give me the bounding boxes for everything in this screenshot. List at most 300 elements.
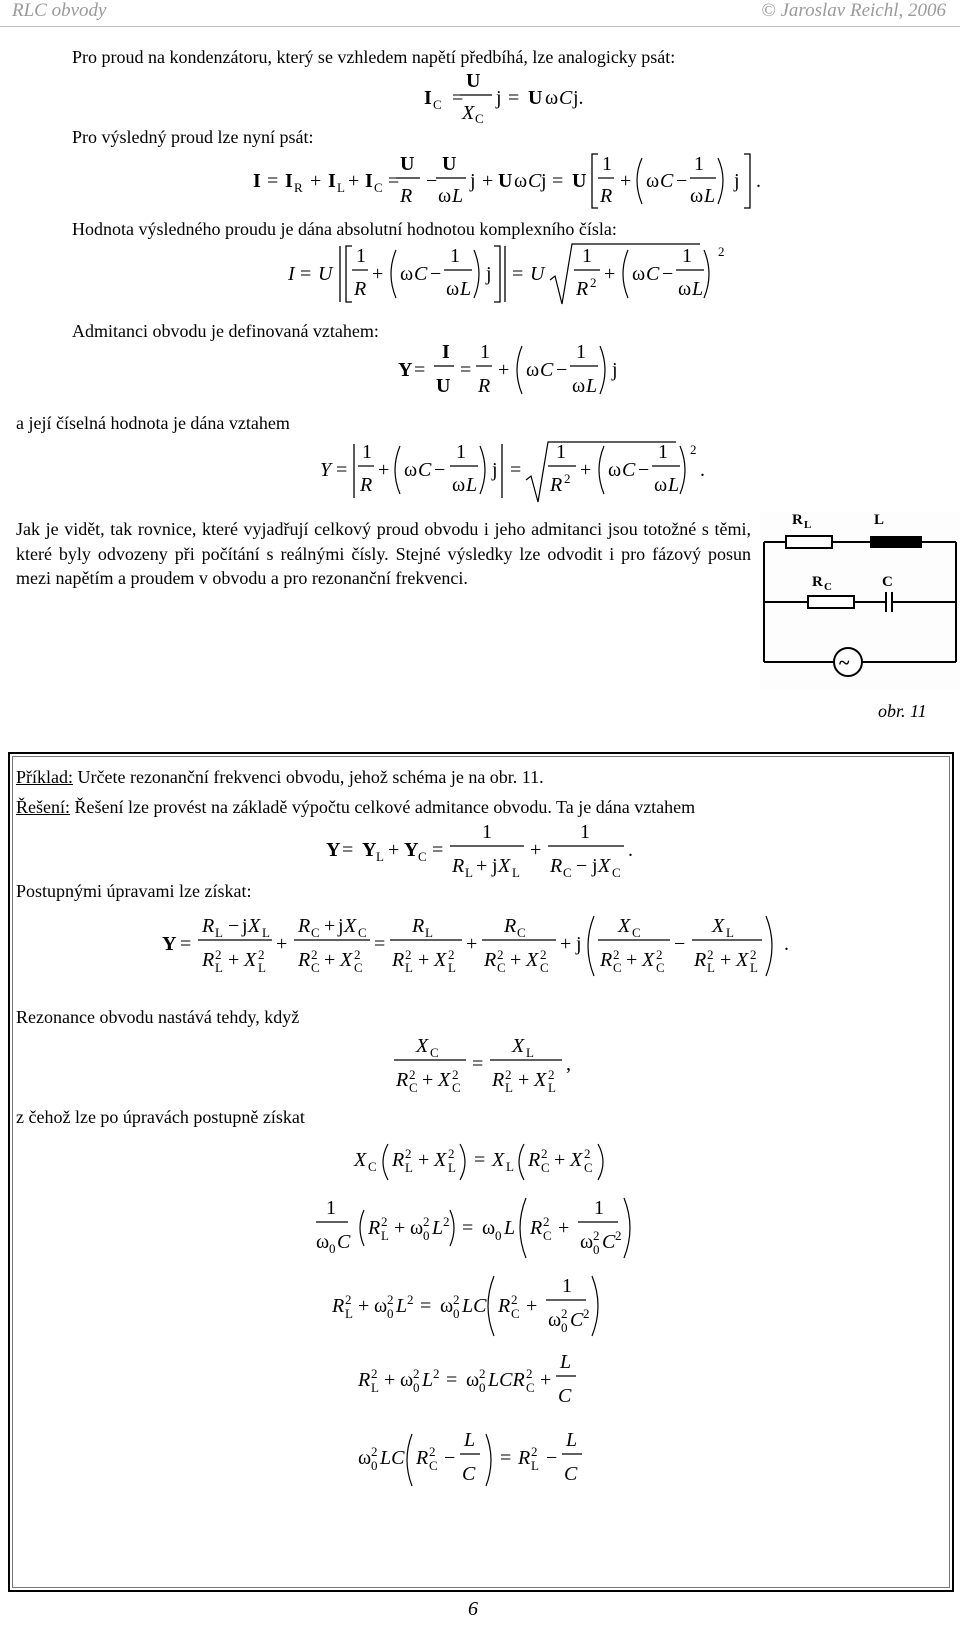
svg-text:.: . bbox=[628, 839, 633, 861]
svg-text:1: 1 bbox=[450, 245, 460, 267]
svg-text:1: 1 bbox=[480, 341, 490, 363]
svg-text:~: ~ bbox=[839, 652, 850, 674]
svg-text:2: 2 bbox=[452, 1067, 459, 1082]
svg-text:2: 2 bbox=[505, 1067, 512, 1082]
svg-text:C: C bbox=[452, 1080, 461, 1095]
svg-text:L: L bbox=[448, 960, 456, 975]
svg-text:2: 2 bbox=[354, 947, 361, 962]
svg-text:2: 2 bbox=[690, 442, 697, 457]
svg-text:C: C bbox=[311, 960, 320, 975]
svg-text:R: R bbox=[528, 1149, 541, 1171]
svg-text:C: C bbox=[414, 263, 428, 285]
svg-text:−: − bbox=[444, 1447, 456, 1469]
svg-text:−: − bbox=[426, 170, 438, 192]
svg-text:2: 2 bbox=[371, 1444, 378, 1459]
solution-text: Řešení lze provést na základě výpočtu celkové admitance obvodu. Ta je dána vztahem bbox=[70, 797, 696, 817]
svg-text:=: = bbox=[342, 839, 354, 861]
svg-text:C: C bbox=[612, 865, 621, 880]
svg-text:+: + bbox=[482, 170, 494, 192]
svg-text:ω: ω bbox=[452, 474, 466, 496]
svg-text:j: j bbox=[541, 170, 547, 192]
svg-text:L: L bbox=[422, 1369, 434, 1391]
svg-text:ω: ω bbox=[400, 263, 414, 285]
svg-text:=: = bbox=[388, 170, 400, 192]
svg-text:I: I bbox=[285, 170, 293, 192]
svg-text:ω: ω bbox=[545, 87, 559, 109]
svg-text:−: − bbox=[674, 933, 686, 955]
svg-text:R: R bbox=[354, 278, 367, 300]
equation-current-magnitude bbox=[0, 240, 960, 310]
svg-text:ω: ω bbox=[358, 1447, 372, 1469]
svg-text:1: 1 bbox=[582, 245, 592, 267]
svg-text:ω: ω bbox=[514, 170, 528, 192]
svg-text:1: 1 bbox=[658, 441, 668, 463]
svg-text:ω: ω bbox=[548, 1309, 562, 1331]
text-admittance-value: a její číselná hodnota je dána vztahem bbox=[16, 413, 290, 433]
svg-text:=: = bbox=[500, 1447, 512, 1469]
svg-text:R: R bbox=[416, 1447, 429, 1469]
example-label: Příklad: bbox=[16, 767, 73, 787]
svg-text:L: L bbox=[262, 925, 270, 940]
svg-text:1: 1 bbox=[682, 245, 692, 267]
svg-text:j: j bbox=[576, 933, 582, 955]
svg-text:=: = bbox=[267, 170, 279, 192]
svg-text:U: U bbox=[530, 263, 545, 285]
svg-text:j: j bbox=[338, 915, 344, 937]
svg-text:=: = bbox=[472, 1053, 484, 1075]
svg-text:R: R bbox=[484, 949, 497, 971]
svg-text:1: 1 bbox=[594, 1197, 604, 1219]
svg-text:C: C bbox=[528, 170, 542, 192]
svg-text:U: U bbox=[572, 170, 587, 192]
svg-text:X: X bbox=[570, 1149, 583, 1171]
svg-text:R: R bbox=[600, 949, 613, 971]
svg-text:L: L bbox=[371, 1380, 379, 1395]
svg-text:R: R bbox=[368, 1217, 381, 1239]
equation-resonance-condition bbox=[0, 1030, 960, 1096]
svg-text:U: U bbox=[318, 263, 333, 285]
svg-text:0: 0 bbox=[329, 1241, 336, 1256]
svg-text:L: L bbox=[526, 1045, 534, 1060]
svg-text:C: C bbox=[660, 170, 674, 192]
svg-text:Y: Y bbox=[162, 933, 177, 955]
svg-text:C: C bbox=[646, 263, 660, 285]
text-current-magnitude: Hodnota výsledného proudu je dána absolutní hodnotou komplexního čísla: bbox=[72, 219, 617, 239]
svg-text:C: C bbox=[409, 1080, 418, 1095]
svg-text:C: C bbox=[430, 1045, 439, 1060]
svg-text:R: R bbox=[694, 949, 707, 971]
svg-text:C: C bbox=[358, 925, 367, 940]
svg-text:+: + bbox=[580, 459, 592, 481]
circuit-figure bbox=[760, 512, 960, 690]
svg-text:ω: ω bbox=[404, 459, 418, 481]
svg-text:1: 1 bbox=[556, 441, 566, 463]
svg-text:=: = bbox=[462, 1217, 474, 1239]
svg-text:2: 2 bbox=[564, 471, 571, 486]
equation-admittance-expanded bbox=[0, 910, 960, 980]
svg-text:X: X bbox=[340, 949, 353, 971]
equation-step-1 bbox=[0, 1138, 960, 1188]
svg-text:C: C bbox=[433, 97, 442, 112]
svg-text:2: 2 bbox=[311, 947, 318, 962]
svg-text:L: L bbox=[405, 960, 413, 975]
svg-text:+: + bbox=[530, 839, 542, 861]
svg-text:−: − bbox=[576, 855, 588, 877]
svg-text:j: j bbox=[492, 855, 498, 877]
svg-text:ω: ω bbox=[526, 359, 540, 381]
svg-text:C: C bbox=[368, 1159, 377, 1174]
svg-text:2: 2 bbox=[448, 947, 455, 962]
svg-text:+: + bbox=[720, 949, 732, 971]
svg-text:R: R bbox=[452, 855, 465, 877]
svg-text:0: 0 bbox=[453, 1306, 460, 1321]
svg-text:R: R bbox=[392, 1149, 405, 1171]
svg-text:2: 2 bbox=[561, 1306, 568, 1321]
text-steps: Postupnými úpravami lze získat: bbox=[16, 881, 252, 901]
svg-text:U: U bbox=[528, 87, 543, 109]
svg-text:2: 2 bbox=[381, 1214, 388, 1229]
svg-text:1: 1 bbox=[580, 821, 590, 843]
svg-text:R: R bbox=[530, 1217, 543, 1239]
svg-text:=: = bbox=[420, 1295, 432, 1317]
svg-text:L: L bbox=[460, 278, 472, 300]
svg-text:R: R bbox=[478, 375, 491, 397]
svg-text:L: L bbox=[804, 519, 812, 531]
svg-text:C: C bbox=[558, 1385, 572, 1407]
svg-text:=: = bbox=[432, 839, 444, 861]
equation-step-3 bbox=[0, 1272, 960, 1338]
svg-text:L: L bbox=[381, 1228, 389, 1243]
svg-text:=: = bbox=[446, 1369, 458, 1391]
svg-text:L: L bbox=[707, 960, 715, 975]
equation-admittance bbox=[0, 340, 960, 406]
svg-text:2: 2 bbox=[258, 947, 265, 962]
svg-text:+: + bbox=[560, 933, 572, 955]
svg-text:j: j bbox=[496, 87, 502, 109]
svg-text:.: . bbox=[700, 459, 705, 481]
svg-text:C: C bbox=[559, 87, 573, 109]
svg-text:+: + bbox=[540, 1369, 552, 1391]
svg-text:L: L bbox=[345, 1306, 353, 1321]
svg-text:+: + bbox=[554, 1149, 566, 1171]
svg-text:C: C bbox=[475, 111, 484, 126]
svg-text:ω: ω bbox=[632, 263, 646, 285]
svg-text:=: = bbox=[452, 87, 464, 109]
svg-text:+: + bbox=[418, 949, 430, 971]
svg-text:ω: ω bbox=[482, 1217, 496, 1239]
svg-text:Y: Y bbox=[398, 359, 413, 381]
svg-text:ω: ω bbox=[374, 1295, 388, 1317]
paragraph-conclusion: Jak je vidět, tak rovnice, které vyjadřují celkový proud obvodu i jeho admitanci jsou totožné s těmi, které byly odvozeny při počítání s reálnými čísly. Stejné výsledky lze odvodit i pro fázový posun mezi napětím a proudem v obvodu a pro rezonanční frekvenci. bbox=[16, 519, 751, 588]
equation-step-5 bbox=[0, 1428, 960, 1490]
svg-text:−: − bbox=[434, 459, 446, 481]
svg-text:R: R bbox=[332, 1295, 345, 1317]
svg-text:C: C bbox=[602, 1231, 616, 1253]
svg-text:+: + bbox=[526, 1295, 538, 1317]
svg-text:C: C bbox=[418, 459, 432, 481]
svg-text:X: X bbox=[492, 1149, 505, 1171]
svg-text:+: + bbox=[310, 170, 322, 192]
svg-text:=: = bbox=[508, 87, 520, 109]
svg-text:2: 2 bbox=[584, 1146, 591, 1161]
svg-text:ω: ω bbox=[608, 459, 622, 481]
svg-text:X: X bbox=[712, 915, 725, 937]
svg-text:+: + bbox=[418, 1149, 430, 1171]
svg-text:Y: Y bbox=[326, 839, 341, 861]
svg-text:+: + bbox=[466, 933, 478, 955]
svg-text:2: 2 bbox=[429, 1444, 436, 1459]
svg-text:R: R bbox=[498, 1295, 511, 1317]
equation-total-current bbox=[0, 152, 960, 210]
svg-text:ω: ω bbox=[646, 170, 660, 192]
svg-text:1: 1 bbox=[694, 153, 704, 175]
svg-text:ω: ω bbox=[572, 375, 586, 397]
svg-text:L: L bbox=[337, 180, 345, 195]
svg-text:−: − bbox=[228, 915, 240, 937]
svg-text:0: 0 bbox=[423, 1228, 430, 1243]
svg-text:L: L bbox=[750, 960, 758, 975]
svg-text:X: X bbox=[598, 855, 611, 877]
svg-text:2: 2 bbox=[543, 1214, 550, 1229]
text-resonance-condition: Rezonance obvodu nastává tehdy, když bbox=[16, 1007, 300, 1027]
svg-text:C: C bbox=[563, 865, 572, 880]
svg-text:C: C bbox=[656, 960, 665, 975]
svg-text:X: X bbox=[736, 949, 749, 971]
svg-text:+: + bbox=[324, 949, 336, 971]
svg-text:LCR: LCR bbox=[488, 1369, 525, 1391]
svg-text:2: 2 bbox=[541, 1146, 548, 1161]
svg-text:2: 2 bbox=[497, 947, 504, 962]
page-number: 6 bbox=[468, 1598, 478, 1620]
svg-text:L: L bbox=[668, 474, 680, 496]
svg-text:I: I bbox=[288, 263, 295, 285]
svg-text:X: X bbox=[438, 1069, 451, 1091]
text-admittance-definition: Admitanci obvodu je definovaná vztahem: bbox=[72, 321, 379, 341]
svg-text:I: I bbox=[253, 170, 261, 192]
svg-text:+: + bbox=[510, 949, 522, 971]
svg-text:L: L bbox=[432, 1217, 444, 1239]
svg-text:X: X bbox=[248, 915, 261, 937]
svg-text:R: R bbox=[298, 949, 311, 971]
svg-text:L: L bbox=[512, 865, 520, 880]
svg-text:C: C bbox=[613, 960, 622, 975]
svg-text:j: j bbox=[734, 170, 740, 192]
svg-text:L: L bbox=[548, 1080, 556, 1095]
svg-text:2: 2 bbox=[405, 947, 412, 962]
svg-text:R: R bbox=[396, 1069, 409, 1091]
svg-text:C: C bbox=[337, 1231, 351, 1253]
svg-text:ω: ω bbox=[438, 185, 452, 207]
svg-text:2: 2 bbox=[433, 1366, 440, 1381]
svg-text:2: 2 bbox=[656, 947, 663, 962]
svg-text:L: L bbox=[704, 185, 716, 207]
header-author: © Jaroslav Reichl, 2006 bbox=[761, 0, 946, 21]
svg-text:C: C bbox=[622, 459, 636, 481]
svg-text:j: j bbox=[242, 915, 248, 937]
svg-text:ω: ω bbox=[410, 1217, 424, 1239]
svg-text:C: C bbox=[632, 925, 641, 940]
svg-text:j: j bbox=[492, 459, 498, 481]
svg-text:X: X bbox=[344, 915, 357, 937]
svg-text:U: U bbox=[498, 170, 513, 192]
svg-text:.: . bbox=[756, 170, 761, 192]
svg-text:ω: ω bbox=[654, 474, 668, 496]
svg-text:+: + bbox=[394, 1217, 406, 1239]
svg-text:+: + bbox=[626, 949, 638, 971]
svg-text:0: 0 bbox=[387, 1306, 394, 1321]
svg-text:L: L bbox=[465, 865, 473, 880]
svg-text:I: I bbox=[328, 170, 336, 192]
svg-text:R: R bbox=[360, 474, 373, 496]
svg-text:+: + bbox=[620, 170, 632, 192]
svg-text:0: 0 bbox=[479, 1380, 486, 1395]
svg-text:X: X bbox=[416, 1035, 429, 1057]
svg-text:−: − bbox=[676, 170, 688, 192]
svg-text:2: 2 bbox=[448, 1146, 455, 1161]
svg-text:2: 2 bbox=[750, 947, 757, 962]
svg-text:2: 2 bbox=[423, 1214, 430, 1229]
svg-text:X: X bbox=[534, 1069, 547, 1091]
svg-text:L: L bbox=[505, 1080, 513, 1095]
svg-text:+: + bbox=[422, 1069, 434, 1091]
text-derivation: z čehož lze po úpravách postupně získat bbox=[16, 1107, 305, 1127]
svg-text:C: C bbox=[584, 1160, 593, 1175]
svg-text:2: 2 bbox=[511, 1292, 518, 1307]
svg-text:2: 2 bbox=[405, 1146, 412, 1161]
svg-text:R: R bbox=[400, 185, 413, 207]
svg-text:1: 1 bbox=[356, 245, 366, 267]
svg-text:L: L bbox=[376, 849, 384, 864]
svg-text:1: 1 bbox=[456, 441, 466, 463]
svg-text:ω: ω bbox=[446, 278, 460, 300]
svg-text:X: X bbox=[354, 1149, 367, 1171]
equation-capacitor-current bbox=[0, 64, 960, 124]
svg-text:1: 1 bbox=[362, 441, 372, 463]
svg-text:2: 2 bbox=[526, 1366, 533, 1381]
svg-text:X: X bbox=[244, 949, 257, 971]
svg-text:L: L bbox=[425, 925, 433, 940]
svg-text:L: L bbox=[586, 375, 598, 397]
svg-text:C: C bbox=[570, 1309, 584, 1331]
svg-text:=: = bbox=[374, 933, 386, 955]
svg-text:LC: LC bbox=[462, 1295, 487, 1317]
svg-text:0: 0 bbox=[561, 1320, 568, 1335]
svg-text:+: + bbox=[476, 855, 488, 877]
svg-text:L: L bbox=[464, 1429, 476, 1451]
svg-text:2: 2 bbox=[443, 1214, 450, 1229]
svg-text:j: j bbox=[592, 855, 598, 877]
svg-text:+: + bbox=[384, 1369, 396, 1391]
figure-caption: obr. 11 bbox=[878, 701, 927, 721]
svg-text:2: 2 bbox=[345, 1292, 352, 1307]
svg-text:C: C bbox=[429, 1458, 438, 1473]
svg-text:C: C bbox=[517, 925, 526, 940]
svg-text:L: L bbox=[506, 1159, 514, 1174]
svg-text:C: C bbox=[311, 925, 320, 940]
svg-text:Y: Y bbox=[320, 459, 332, 481]
text-capacitor-current: Pro proud na kondenzátoru, který se vzhledem napětí předbíhá, lze analogicky psát: bbox=[72, 47, 676, 67]
svg-text:L: L bbox=[874, 512, 885, 528]
svg-text:0: 0 bbox=[495, 1228, 502, 1243]
svg-text:2: 2 bbox=[371, 1366, 378, 1381]
svg-text:L: L bbox=[560, 1351, 572, 1373]
svg-text:L: L bbox=[396, 1295, 408, 1317]
svg-text:2: 2 bbox=[707, 947, 714, 962]
svg-text:I: I bbox=[365, 170, 373, 192]
svg-text:2: 2 bbox=[453, 1292, 460, 1307]
svg-text:R: R bbox=[298, 915, 311, 937]
svg-text:2: 2 bbox=[413, 1366, 420, 1381]
svg-text:0: 0 bbox=[413, 1380, 420, 1395]
svg-text:C: C bbox=[526, 1380, 535, 1395]
svg-text:0: 0 bbox=[593, 1242, 600, 1257]
svg-text:R: R bbox=[518, 1447, 531, 1469]
svg-text:ω: ω bbox=[580, 1231, 594, 1253]
svg-text:Y: Y bbox=[362, 839, 377, 861]
svg-text:2: 2 bbox=[479, 1366, 486, 1381]
svg-text:L: L bbox=[448, 1160, 456, 1175]
text-total-current: Pro výsledný proud lze nyní psát: bbox=[72, 127, 314, 147]
svg-text:+: + bbox=[558, 1217, 570, 1239]
svg-text:X: X bbox=[498, 855, 511, 877]
svg-text:R: R bbox=[504, 915, 517, 937]
svg-text:R: R bbox=[358, 1369, 371, 1391]
svg-text:R: R bbox=[392, 949, 405, 971]
svg-text:U: U bbox=[466, 70, 481, 92]
svg-text:R: R bbox=[202, 949, 215, 971]
svg-text:I: I bbox=[424, 87, 432, 109]
svg-text:ω: ω bbox=[466, 1369, 480, 1391]
svg-text:R: R bbox=[550, 474, 563, 496]
svg-text:+: + bbox=[348, 170, 360, 192]
svg-text:−: − bbox=[556, 359, 568, 381]
svg-text:=: = bbox=[414, 359, 426, 381]
ac-source bbox=[834, 648, 862, 676]
svg-text:ω: ω bbox=[690, 185, 704, 207]
header-rule bbox=[0, 26, 960, 27]
svg-text:U: U bbox=[436, 375, 451, 397]
svg-text:j.: j. bbox=[573, 87, 584, 109]
svg-text:1: 1 bbox=[576, 341, 586, 363]
svg-text:−: − bbox=[662, 263, 674, 285]
svg-text:C: C bbox=[462, 1463, 476, 1485]
svg-text:ω: ω bbox=[678, 278, 692, 300]
svg-text:,: , bbox=[566, 1053, 571, 1075]
svg-text:+: + bbox=[388, 839, 400, 861]
svg-text:L: L bbox=[452, 185, 464, 207]
svg-text:R: R bbox=[412, 915, 425, 937]
svg-text:=: = bbox=[510, 459, 522, 481]
svg-text:1: 1 bbox=[602, 153, 612, 175]
header-title: RLC obvody bbox=[12, 0, 107, 21]
svg-text:2: 2 bbox=[215, 947, 222, 962]
svg-text:.: . bbox=[784, 933, 789, 955]
svg-text:+: + bbox=[604, 263, 616, 285]
equation-total-admittance bbox=[0, 820, 960, 880]
svg-text:−: − bbox=[546, 1447, 558, 1469]
svg-text:1: 1 bbox=[482, 821, 492, 843]
svg-text:L: L bbox=[692, 278, 704, 300]
svg-text:ω: ω bbox=[400, 1369, 414, 1391]
svg-text:X: X bbox=[434, 1149, 447, 1171]
svg-text:2: 2 bbox=[583, 1306, 590, 1321]
svg-text:−: − bbox=[430, 263, 442, 285]
svg-text:=: = bbox=[474, 1149, 486, 1171]
svg-text:2: 2 bbox=[718, 244, 725, 259]
example-solution bbox=[16, 796, 695, 818]
svg-text:C: C bbox=[374, 180, 383, 195]
example-text: Určete rezonanční frekvenci obvodu, jehož schéma je na obr. 11. bbox=[73, 767, 544, 787]
